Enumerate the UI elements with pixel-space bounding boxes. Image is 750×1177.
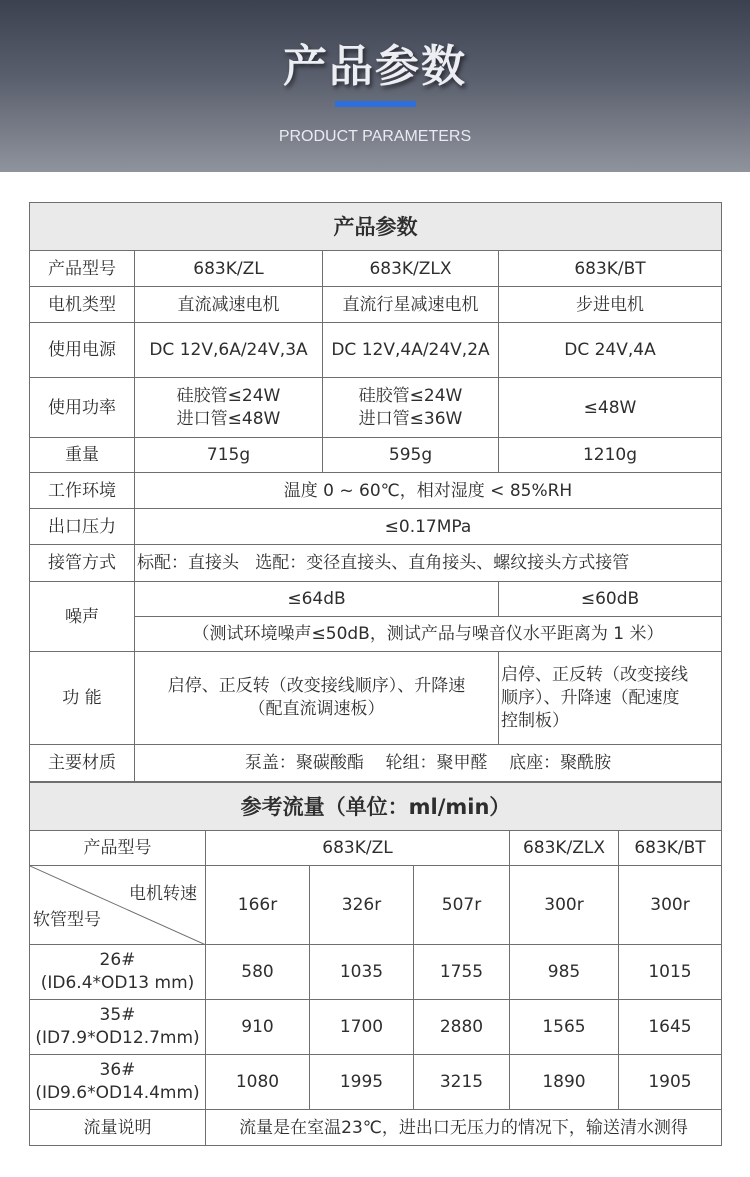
banner-accent-line [335,101,416,107]
motor-zl: 直流减速电机 [135,287,323,323]
environment-value: 温度 0 ~ 60℃，相对湿度 < 85%RH [135,473,722,509]
row-label: 重量 [30,438,135,473]
weight-zlx: 595g [323,438,499,473]
flow-value: 1890 [510,1055,619,1110]
noise-bt: ≤60dB [499,582,722,617]
row-pressure [30,509,722,545]
power-zlx-line: 进口管≤36W [358,408,463,429]
flow-model-zlx: 683K/ZLX [510,831,619,866]
speed-value: 166r [206,866,310,945]
tube-spec: (ID7.9*OD12.7mm) [35,1028,200,1048]
flow-model-bt: 683K/BT [619,831,722,866]
power-zl-line: 进口管≤48W [176,408,281,429]
header-banner [0,0,750,172]
function-line: 启停、正反转（改变接线 [501,664,688,685]
power-zl [135,378,323,438]
tube-spec: (ID6.4*OD13 mm) [40,973,195,993]
noise-note: （测试环境噪声≤50dB，测试产品与噪音仪水平距离为 1 米） [135,617,722,652]
row-weight [30,438,722,473]
supply-bt: DC 24V,4A [499,323,722,378]
row-label: 电机类型 [30,287,135,323]
function-zl-zlx [135,652,499,745]
speed-tube-header [30,866,206,945]
tube-cell [30,945,206,1000]
flow-value: 1755 [414,945,510,1000]
flow-model-label: 产品型号 [30,831,206,866]
supply-zlx: DC 12V,4A/24V,2A [323,323,499,378]
model-zlx: 683K/ZLX [323,251,499,287]
material-value: 泵盖：聚碳酸酯 轮组：聚甲醛 底座：聚酰胺 [135,745,722,782]
flow-note-label: 流量说明 [30,1110,206,1146]
flow-value: 1015 [619,945,722,1000]
tube-name: 26# [99,950,136,970]
flow-value: 2880 [414,1000,510,1055]
row-label: 噪声 [30,582,135,652]
row-label: 产品型号 [30,251,135,287]
params-table-title: 产品参数 [30,203,722,251]
flow-value: 1905 [619,1055,722,1110]
supply-zl: DC 12V,6A/24V,3A [135,323,323,378]
row-noise [30,582,722,617]
function-bt [499,652,722,745]
function-line: 控制板） [501,710,569,731]
flow-note: 流量是在室温23℃，进出口无压力的情况下，输送清水测得 [206,1110,722,1146]
motor-bt: 步进电机 [499,287,722,323]
row-function [30,652,722,745]
power-zlx [323,378,499,438]
tube-name: 35# [99,1005,136,1025]
flow-model-row [30,831,722,866]
row-motor [30,287,722,323]
model-zl: 683K/ZL [135,251,323,287]
speed-label: 电机转速 [129,884,197,904]
speed-value: 300r [619,866,722,945]
flow-value: 1700 [310,1000,414,1055]
flow-value: 1995 [310,1055,414,1110]
row-label: 出口压力 [30,509,135,545]
row-label: 接管方式 [30,545,135,582]
table-row [30,1055,722,1110]
speed-value: 507r [414,866,510,945]
row-environment [30,473,722,509]
motor-zlx: 直流行星减速电机 [323,287,499,323]
tube-cell [30,1000,206,1055]
function-line: （配直流调速板） [248,699,385,719]
tube-cell [30,1055,206,1110]
tube-name: 36# [99,1060,136,1080]
flow-model-zl: 683K/ZL [206,831,510,866]
row-power-supply [30,323,722,378]
row-model [30,251,722,287]
weight-bt: 1210g [499,438,722,473]
flow-value: 1645 [619,1000,722,1055]
flow-value: 985 [510,945,619,1000]
connection-value: 标配：直接头 选配：变径直接头、直角接头、螺纹接头方式接管 [135,545,722,582]
row-material [30,745,722,782]
power-zlx-line: 硅胶管≤24W [358,385,463,406]
speed-value: 300r [510,866,619,945]
pressure-value: ≤0.17MPa [135,509,722,545]
flow-value: 3215 [414,1055,510,1110]
model-bt: 683K/BT [499,251,722,287]
product-parameters-table [29,202,722,782]
reference-flow-table [29,782,722,1146]
noise-zl-zlx: ≤64dB [135,582,499,617]
row-label: 工作环境 [30,473,135,509]
flow-value: 1565 [510,1000,619,1055]
tube-spec: (ID9.6*OD14.4mm) [35,1083,200,1103]
row-label: 使用功率 [30,378,135,438]
row-label: 功 能 [30,652,135,745]
row-connection [30,545,722,582]
flow-value: 580 [206,945,310,1000]
power-zl-line: 硅胶管≤24W [176,385,281,406]
row-label: 主要材质 [30,745,135,782]
row-label: 使用电源 [30,323,135,378]
row-power [30,378,722,438]
flow-value: 1035 [310,945,414,1000]
function-line: 顺序）、升降速（配速度 [501,687,680,708]
banner-title: 产品参数 [283,41,467,92]
banner-subtitle: PRODUCT PARAMETERS [278,128,472,145]
speed-value: 326r [310,866,414,945]
flow-value: 910 [206,1000,310,1055]
function-line: 启停、正反转（改变接线顺序）、升降速 [167,676,466,696]
weight-zl: 715g [135,438,323,473]
flow-note-row [30,1110,722,1146]
power-bt: ≤48W [499,378,722,438]
flow-speed-row [30,866,722,945]
table-row [30,1000,722,1055]
table-row [30,945,722,1000]
flow-value: 1080 [206,1055,310,1110]
flow-table-title: 参考流量（单位：ml/min） [30,783,722,831]
tube-label: 软管型号 [33,910,101,930]
